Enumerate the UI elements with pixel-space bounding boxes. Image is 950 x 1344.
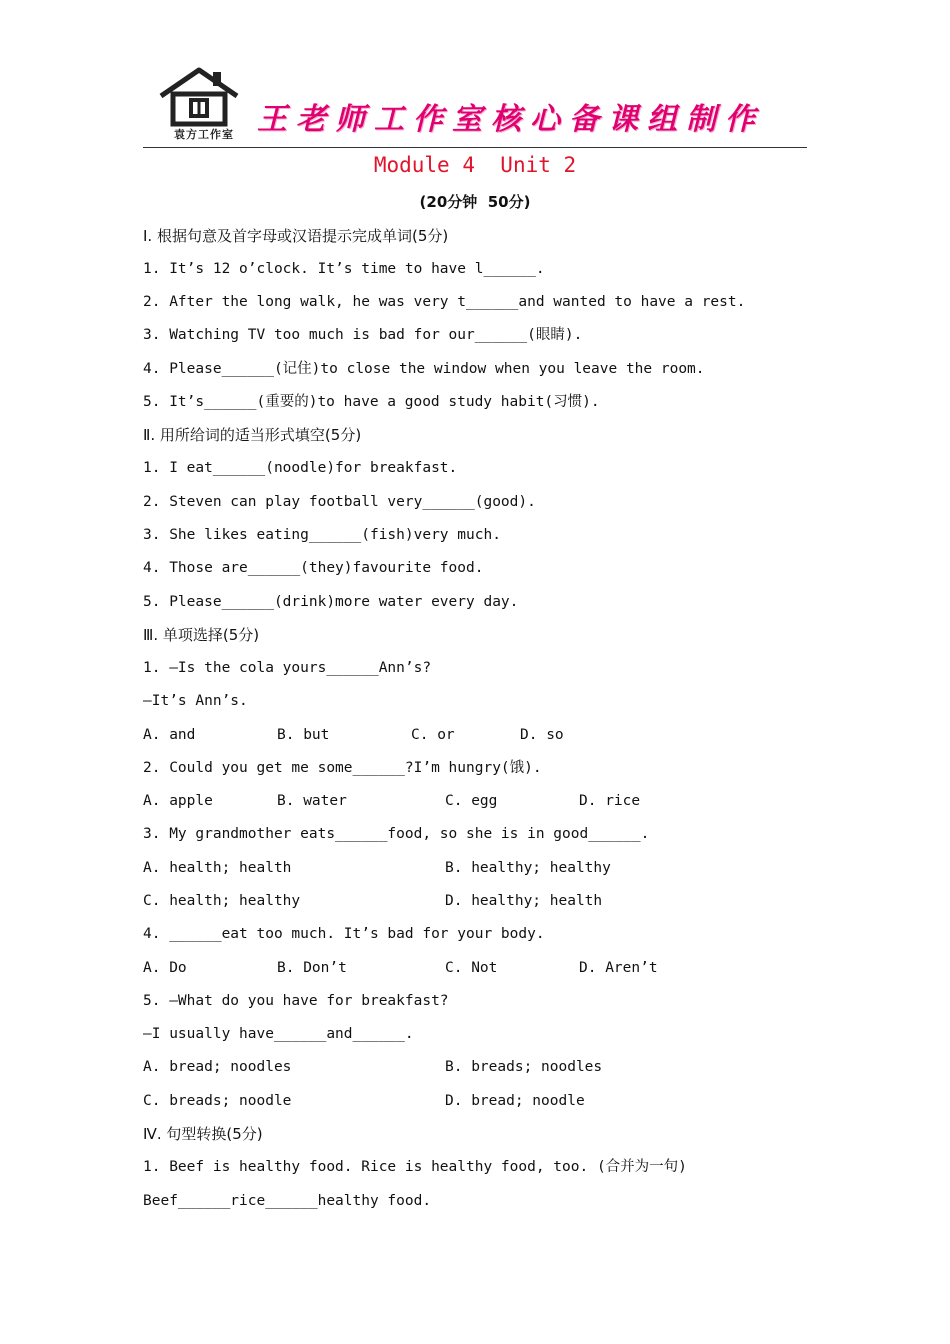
question-line: 2. Steven can play football very______(good). [143,494,536,510]
option-c: C. or [411,727,455,743]
option-d: D. Aren’t [579,960,658,976]
option-a: A. bread; noodles [143,1059,292,1075]
option-b: B. but [277,727,330,743]
section-heading: Ⅰ. 根据句意及首字母或汉语提示完成单词(5分) [143,227,449,245]
page-title [0,153,950,177]
option-c: C. health; healthy [143,893,301,909]
time-score: (20分钟 50分) [419,193,531,211]
option-b: B. breads; noodles [445,1059,603,1075]
question-answer-line: —I usually have______and______. [143,1026,414,1042]
question-answer-line: —It’s Ann’s. [143,693,248,709]
option-a: A. Do [143,960,187,976]
option-c: C. egg [445,793,498,809]
question-line: 5. It’s______(重要的)to have a good study habit(习惯). [143,394,600,410]
question-line: 4. Please______(记住)to close the window when you leave the room. [143,361,705,377]
header-banner [143,66,807,150]
studio-logo [157,66,241,142]
section-heading: Ⅱ. 用所给词的适当形式填空(5分) [143,426,362,444]
question-line: 4. Those are______(they)favourite food. [143,560,484,576]
option-d: D. bread; noodle [445,1093,585,1109]
option-b: B. healthy; healthy [445,860,611,876]
option-b: B. Don’t [277,960,347,976]
section-heading: Ⅲ. 单项选择(5分) [143,626,260,644]
option-d: D. rice [579,793,641,809]
option-c: C. Not [445,960,498,976]
option-d: D. so [520,727,564,743]
banner-title: 王老师工作室核心备课组制作 [257,102,764,137]
question-line: 5. Please______(drink)more water every day. [143,594,519,610]
option-c: C. breads; noodle [143,1093,292,1109]
question-stem: 2. Could you get me some______?I’m hungry(饿). [143,760,542,776]
title-module: Module 4 [373,153,475,177]
logo-caption: 袁方工作室 [174,128,234,141]
house-logo-icon [157,66,241,128]
question-stem: 3. My grandmother eats______food, so she is in good______. [143,826,650,842]
question-stem: 4. ______eat too much. It’s bad for your body. [143,926,545,942]
option-d: D. healthy; health [445,893,603,909]
section-heading: Ⅳ. 句型转换(5分) [143,1125,263,1143]
question-line: 3. Watching TV too much is bad for our______(眼睛). [143,327,583,343]
question-stem: 1. Beef is healthy food. Rice is healthy food, too. (合并为一句) [143,1159,687,1175]
option-b: B. water [277,793,347,809]
title-unit: Unit 2 [500,153,577,177]
question-line: 1. It’s 12 o’clock. It’s time to have l______. [143,261,545,277]
option-a: A. health; health [143,860,292,876]
question-stem: 5. —What do you have for breakfast? [143,993,449,1009]
question-line: 2. After the long walk, he was very t______and wanted to have a rest. [143,294,746,310]
header-divider [143,147,807,148]
option-a: A. apple [143,793,213,809]
option-a: A. and [143,727,196,743]
question-line: 3. She likes eating______(fish)very much. [143,527,501,543]
question-stem: 1. —Is the cola yours______Ann’s? [143,660,432,676]
question-line: 1. I eat______(noodle)for breakfast. [143,460,458,476]
question-answer-line: Beef______rice______healthy food. [143,1193,432,1209]
